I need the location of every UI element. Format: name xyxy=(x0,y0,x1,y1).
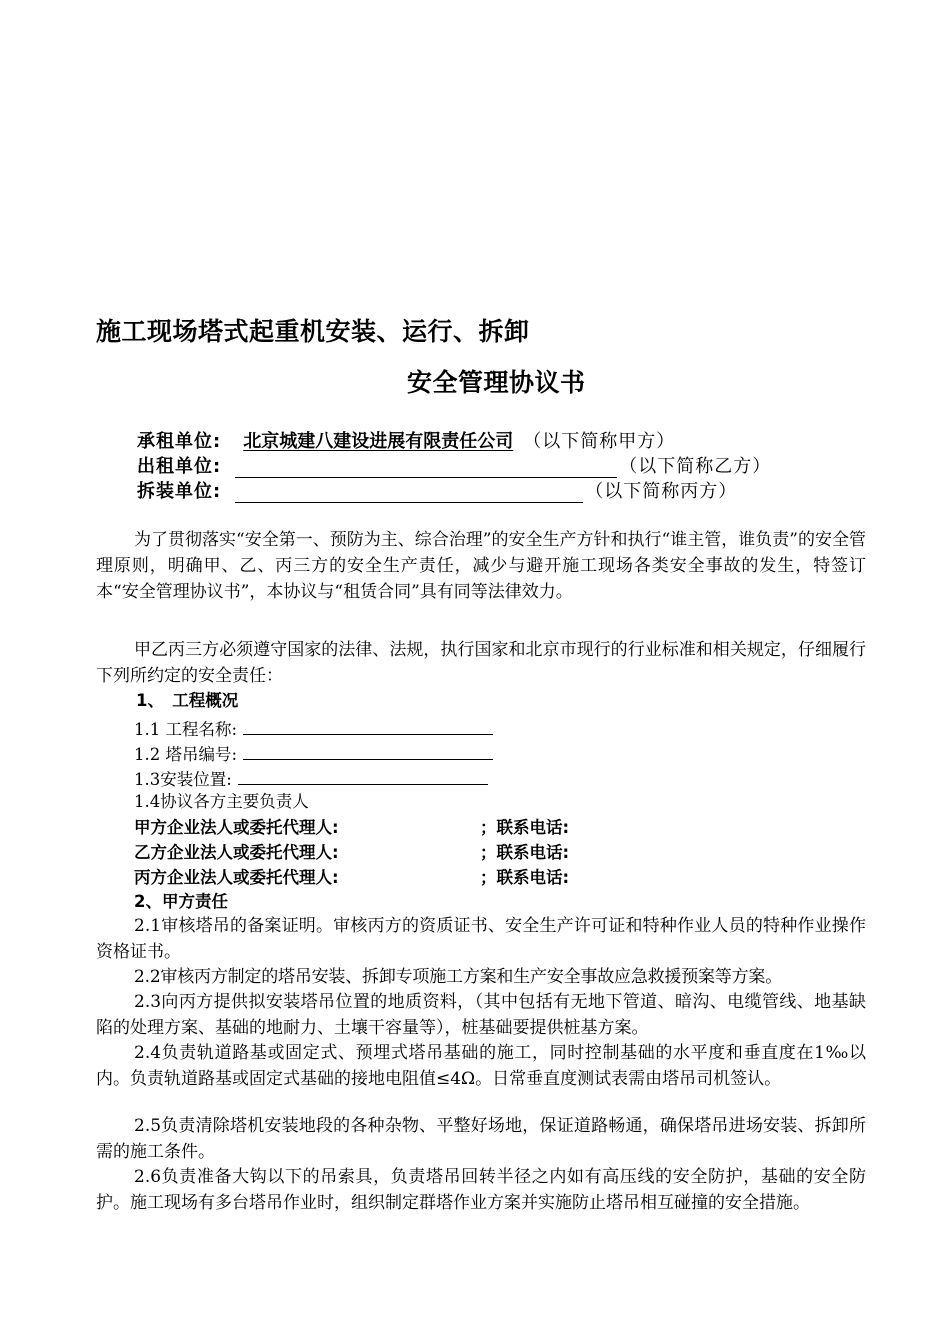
clause-2-1: 2.1审核塔吊的备案证明。审核丙方的资质证书、安全生产许可证和特种作业人员的特种作业操作资格证书。 xyxy=(96,916,866,962)
intro-paragraph-1: 为了贯彻落实“安全第一、预防为主、综合治理”的安全生产方针和执行“谁主管，谁负责”的安全管理原则，明确甲、乙、丙三方的安全生产责任，减少与避开施工现场各类安全事故的发生，特签订本“安全管理协议书”，本协议与“租赁合同”具有同等法律效力。 xyxy=(96,530,866,602)
party-b-person-label: 乙方企业法人或委托代理人: xyxy=(134,843,339,862)
party-a-person-label: 甲方企业法人或委托代理人: xyxy=(134,818,339,837)
document-title-line1: 施工现场塔式起重机安装、运行、拆卸 xyxy=(96,317,530,346)
party-lessor-row xyxy=(137,452,771,478)
crane-number-row xyxy=(134,741,493,766)
clause-2-6: 2.6负责准备大钩以下的吊索具，负责塔吊回转半径之内如有高压线的安全防护，基础的安全防护。施工现场有多台塔吊作业时，组织制定群塔作业方案并实施防止塔吊相互碰撞的安全措施。 xyxy=(96,1167,866,1213)
install-location-row xyxy=(134,766,488,791)
crane-number-label: 1.2 塔吊编号: xyxy=(134,745,238,764)
clause-2-3: 2.3向丙方提供拟安装塔吊位置的地质资料，（其中包括有无地下管道、暗沟、电缆管线、地基缺陷的处理方案、基础的地耐力、土壤干容量等），桩基础要提供桩基方案。 xyxy=(96,992,866,1038)
install-location-blank xyxy=(238,766,488,785)
project-name-blank xyxy=(243,716,493,735)
party-a-phone-label: ；联系电话: xyxy=(480,818,570,837)
clause-2-4: 2.4负责轨道路基或固定式、预埋式塔吊基础的施工，同时控制基础的水平度和垂直度在1‰以内。负责轨道路基或固定式基础的接地电阻值≤4Ω。日常垂直度测试表需由塔吊司机签认。 xyxy=(96,1043,866,1089)
party-lessor-note: （以下简称乙方） xyxy=(619,456,772,477)
responsible-persons-heading: 1.4协议各方主要负责人 xyxy=(134,792,309,811)
party-lessee-label: 承租单位: xyxy=(137,431,222,452)
intro-paragraph-2: 甲乙丙三方必须遵守国家的法律、法规，执行国家和北京市现行的行业标准和相关规定，仔细履行下列所约定的安全责任： xyxy=(96,640,866,686)
party-c-person-label: 丙方企业法人或委托代理人: xyxy=(134,868,339,887)
party-lessee-value: 北京城建八建设进展有限责任公司 xyxy=(243,431,514,452)
party-c-phone-label: ；联系电话: xyxy=(480,868,570,887)
party-b-phone-label: ；联系电话: xyxy=(480,843,570,862)
party-installer-row xyxy=(137,477,737,503)
clause-2-5: 2.5负责清除塔机安装地段的各种杂物、平整好场地，保证道路畅通，确保塔吊进场安装、拆卸所需的施工条件。 xyxy=(96,1116,866,1162)
project-name-label: 1.1 工程名称: xyxy=(134,720,238,739)
party-lessor-blank xyxy=(235,456,617,478)
party-installer-blank xyxy=(235,481,583,503)
party-lessor-label: 出租单位: xyxy=(137,456,222,477)
section2-heading: 2、甲方责任 xyxy=(134,892,228,911)
document-title-line2: 安全管理协议书 xyxy=(407,368,586,397)
party-lessee-note: （以下简称甲方） xyxy=(523,431,676,452)
party-installer-note: （以下简称丙方） xyxy=(585,481,738,502)
party-lessee-row xyxy=(137,427,675,453)
crane-number-blank xyxy=(243,741,493,760)
section1-heading: 1、 工程概况 xyxy=(136,691,239,710)
install-location-label: 1.3安装位置: xyxy=(134,770,232,789)
clause-2-2: 2.2审核丙方制定的塔吊安装、拆卸专项施工方案和生产安全事故应急救援预案等方案。 xyxy=(134,967,783,987)
project-name-row xyxy=(134,716,493,741)
party-installer-label: 拆装单位: xyxy=(137,481,222,502)
